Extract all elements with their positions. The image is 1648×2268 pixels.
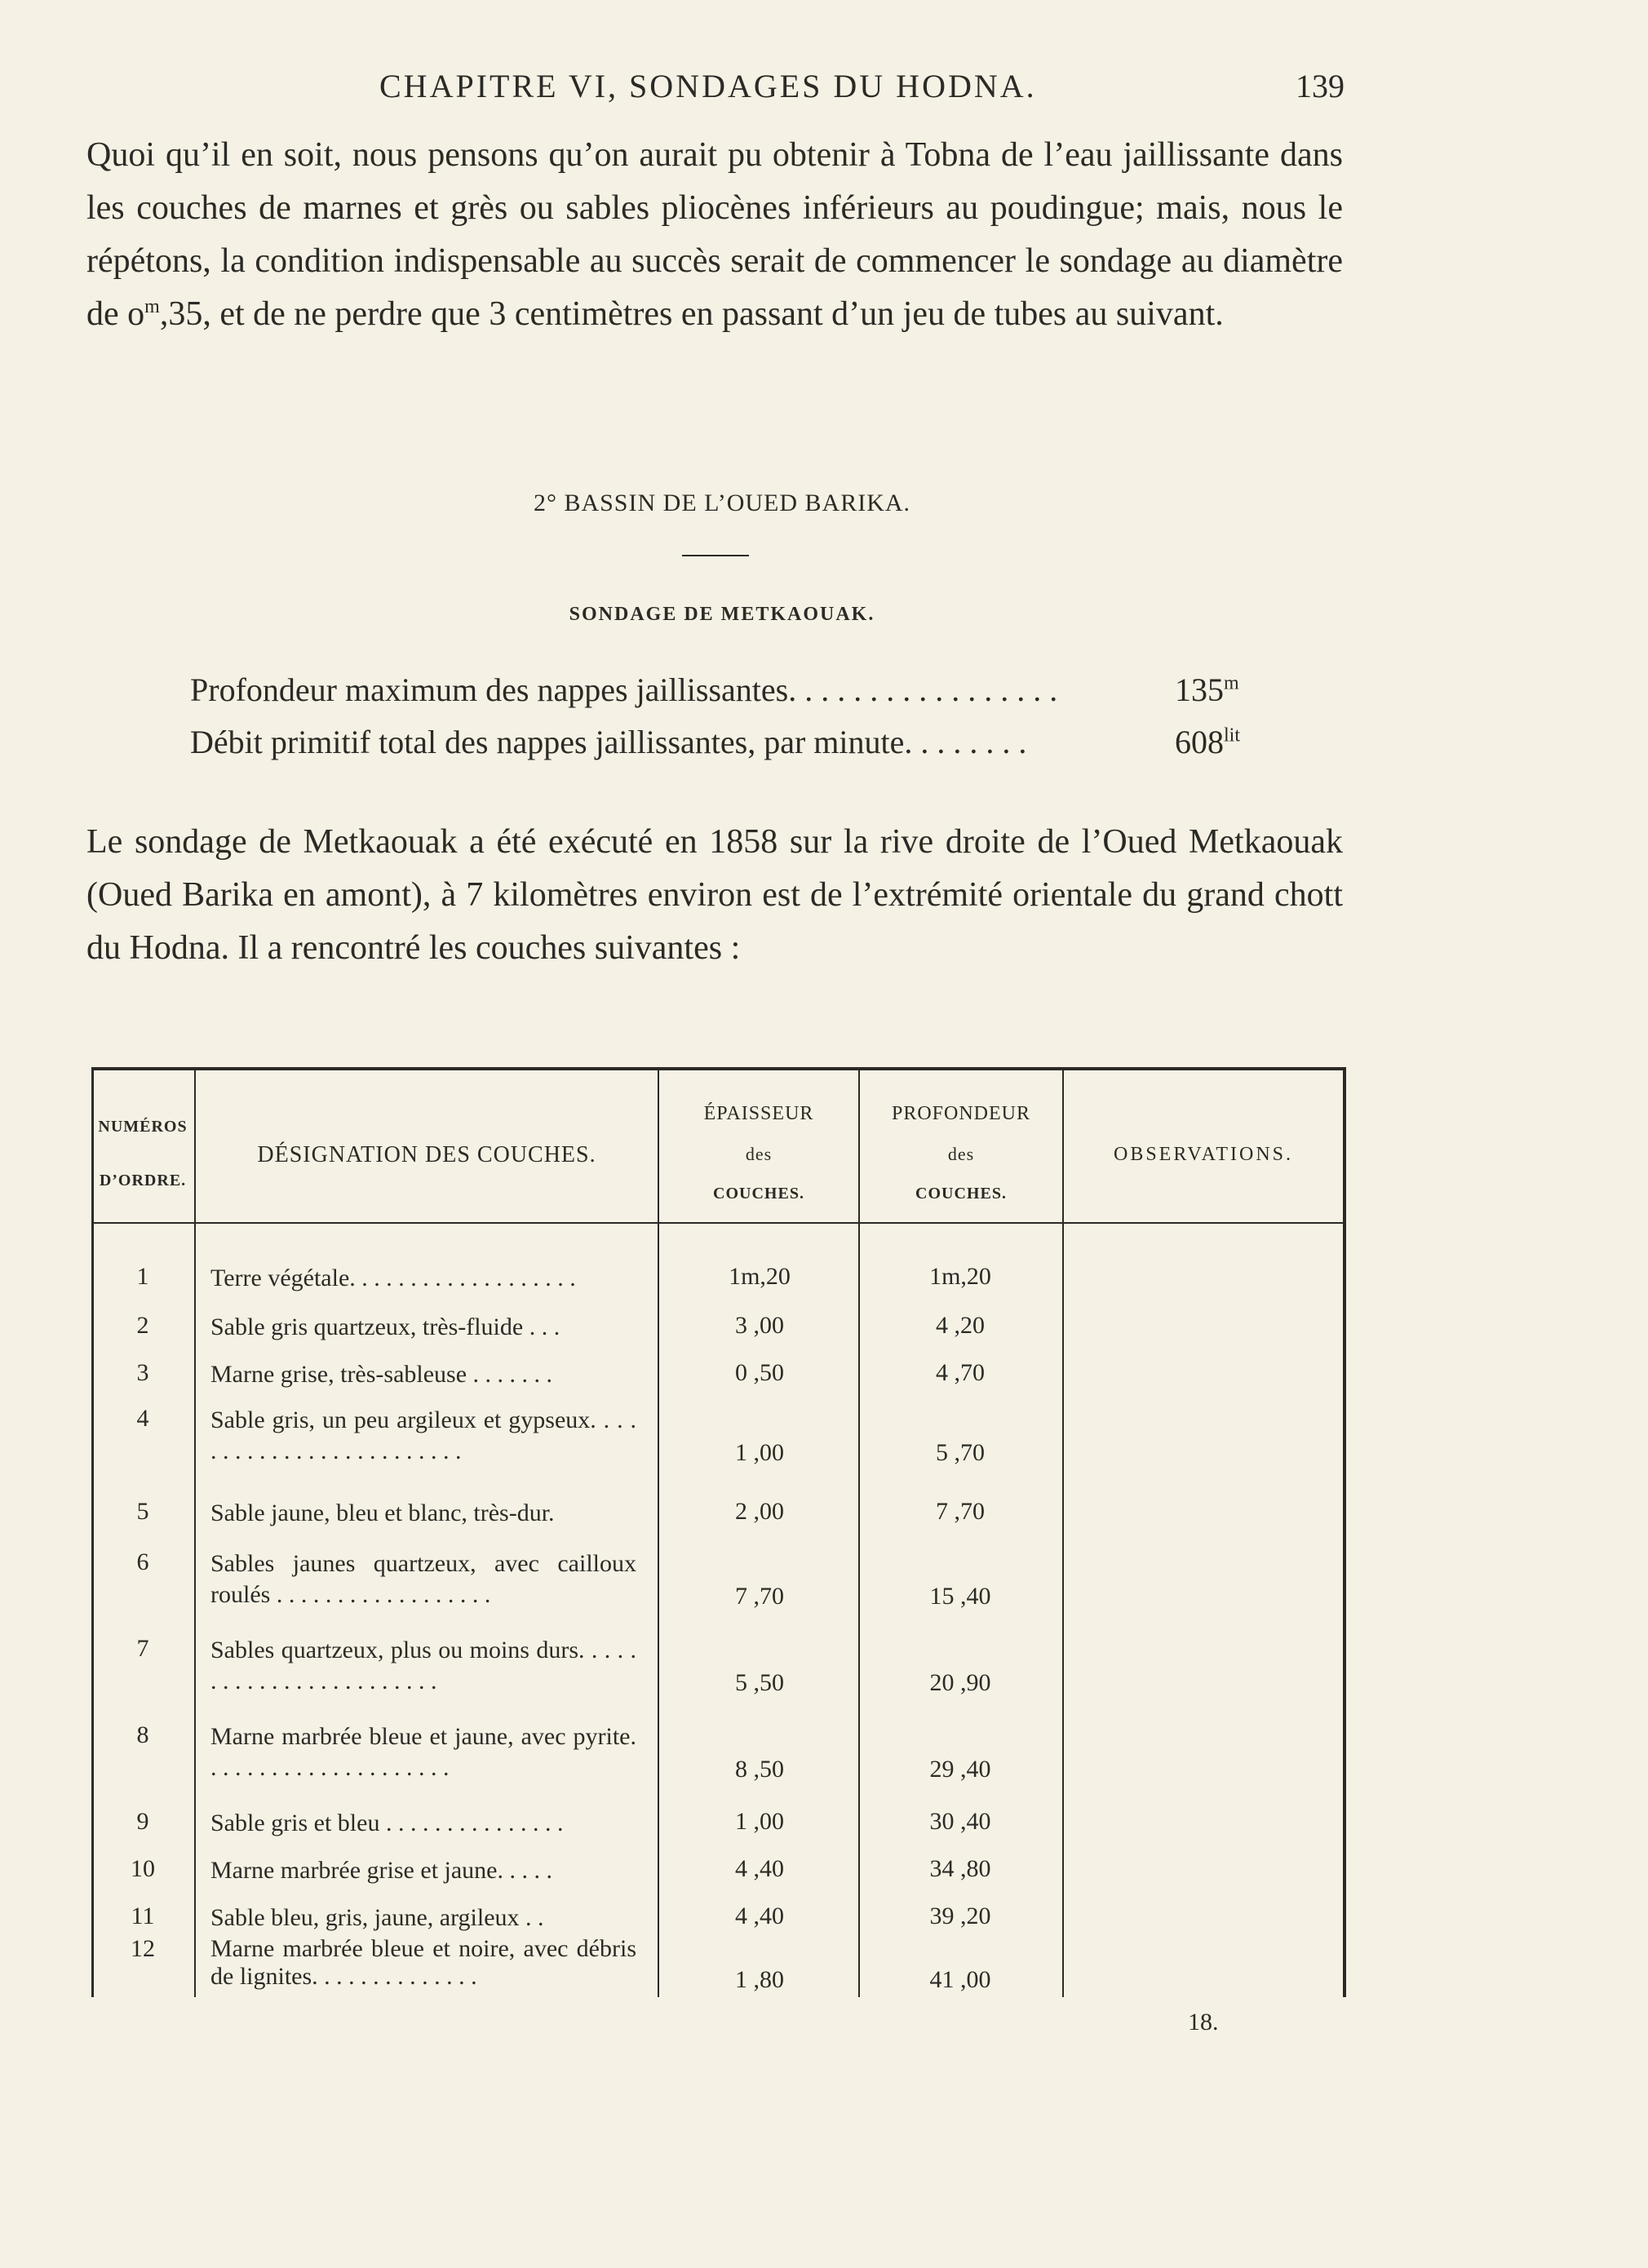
col-rule-4 bbox=[1062, 1067, 1064, 1997]
header-num-2: D’ORDRE. bbox=[99, 1172, 187, 1189]
header-profondeur-1: PROFONDEUR bbox=[891, 1103, 1031, 1124]
subsection-title: SONDAGE DE METKAOUAK. bbox=[569, 604, 875, 625]
col-rule-1 bbox=[194, 1067, 196, 1997]
col-rule-2 bbox=[658, 1067, 659, 1997]
page-number: 139 bbox=[1296, 68, 1345, 104]
table-right-rule bbox=[1343, 1067, 1346, 1997]
spec-value-flow: $608^{lit}$ bbox=[1175, 724, 1241, 760]
header-designation: DÉSIGNATION DES COUCHES. bbox=[257, 1142, 596, 1167]
spec-label-flow: Débit primitif total des nappes jaillissantes, par minute. . . . . . . . bbox=[190, 724, 1027, 760]
header-num-1: NUMÉROS bbox=[98, 1118, 188, 1136]
signature-mark: 18. bbox=[1188, 2009, 1219, 2035]
paragraph-2: Le sondage de Metkaouak a été exécuté en 1858 sur la rive droite de l’Oued Metkaouak (Oued Barika en amont), à 7 kilomètres environ est de l’extrémité orientale du grand chott du Hodna. Il a rencontré les couches suivantes : bbox=[86, 823, 1343, 967]
table-top-rule bbox=[91, 1067, 1346, 1070]
paragraph-1: Quoi qu’il en soit, nous pensons qu’on aurait pu obtenir à Tobna de l’eau jaillissante dans les couches de marnes et grès ou sables pliocènes inférieurs au poudingue; mais, nous le répétons, la condition indispensable au succès serait de commencer le sondage au diamètre de $o^m,35$, et de ne perdre que 3 centimètres en passant d’un jeu de tubes au suivant. bbox=[86, 136, 1343, 333]
header-epaisseur-1: ÉPAISSEUR bbox=[703, 1103, 814, 1124]
section-title: 2° BASSIN DE L’OUED BARIKA. bbox=[533, 489, 911, 516]
header-profondeur-2: des bbox=[947, 1144, 975, 1164]
page-header bbox=[0, 67, 1648, 116]
header-observations: OBSERVATIONS. bbox=[1113, 1144, 1293, 1165]
header-epaisseur-3: COUCHES. bbox=[713, 1185, 804, 1203]
table-header-rule bbox=[91, 1222, 1346, 1224]
spec-label-depth: Profondeur maximum des nappes jaillissantes. . . . . . . . . . . . . . . . . bbox=[190, 671, 1058, 708]
strata-table: NUMÉROS D’ORDRE. DÉSIGNATION DES COUCHES. ÉPAISSEUR des COUCHES. PROFONDEUR des COUCHES. OBSERVATIONS. 1 Terre végétale. . . . . . . . . . . . . . . . . . . 1m,20 1m,20 2 Sable gris quartzeux, très-fluide . . . 3 ,00 4 ,20 3 Marne grise, très-sableuse . . . . . . . 0 ,50 4 ,70 4 Sable gris, un peu argileux et gypseux. . . . . . . . . . . . . . . . . . . . . . . . . 1 ,00 5 ,70 5 Sable jaune, bleu et blanc, très-dur. 2 ,00 7 ,70 6 Sables jaunes quartzeux, avec cailloux roulés . . . . . . . . . . . . . . . . . . 7 ,70 15 ,40 7 Sables quartzeux, plus ou moins durs. . . . . . . . . . . . . . . . . . . . . . . . 5 ,50 20 ,90 8 Marne marbrée bleue et jaune, avec pyrite. . . . . . . . . . . . . . . . . . . . . 8 ,50 29 ,40 9 Sable gris et bleu . . . . . . . . . . . . . . . 1 ,00 30 ,40 10 Marne marbrée grise et jaune. . . . . 4 ,40 34 ,80 11 Sable bleu, gris, jaune, argileux . . 4 ,40 39 ,20 12 Marne marbrée bleue et noire, avec débris de lignites. . . . . . . . . . . . . . 1 ,80 41 ,00 bbox=[91, 1067, 1346, 1997]
spec-value-depth: 135$^m$ bbox=[1175, 671, 1239, 708]
header-epaisseur-2: des bbox=[745, 1144, 773, 1164]
title-rule bbox=[682, 555, 749, 556]
header-profondeur-3: COUCHES. bbox=[915, 1185, 1007, 1203]
running-head: CHAPITRE VI, SONDAGES DU HODNA. bbox=[379, 68, 1037, 104]
